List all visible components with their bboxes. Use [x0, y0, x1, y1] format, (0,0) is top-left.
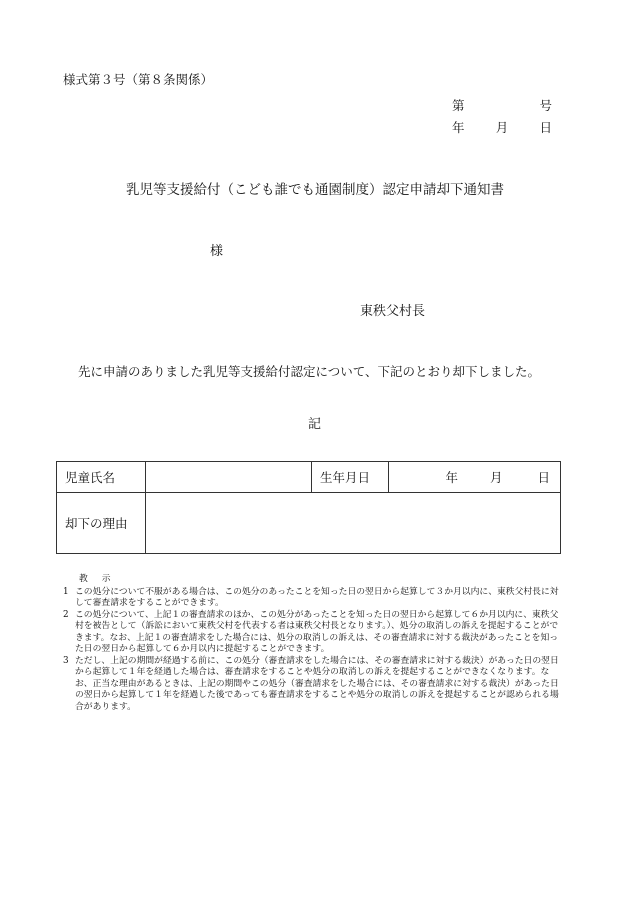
doc-number-go: 号: [539, 98, 552, 113]
table-row-reason: [57, 493, 561, 554]
doc-number-dai: 第: [452, 98, 465, 113]
notes-heading: 教示: [79, 574, 125, 584]
document-title: [0, 178, 630, 198]
note-text: ただし、上記の期間が経過する前に、この処分（審査請求をした場合には、その審査請求に対する裁決）があった日の翌日から起算して１年を経過した場合は、審査請求をすることや処分の取消しの訴えを提起することができなくなります。なお、正当な理由があるときは、上記の期間やこの処分（審査請求をした場合には、その審査請求に対する裁決）があった日の翌日から起算して１年を経過した後であっても審査請求をすることや処分の取消しの訴えを提起することが認められる場合があります。: [75, 655, 559, 712]
note-text: この処分について不服がある場合は、この処分のあったことを知った日の翌日から起算して３か月以内に、東秩父村長に対して審査請求をすることができます。: [75, 586, 559, 608]
table-row-child: [57, 462, 561, 493]
note-item: [63, 587, 563, 610]
note-number: 1: [63, 586, 69, 597]
issuer-name: 東秩父村長: [360, 304, 426, 319]
document-date-row: [452, 118, 552, 140]
child-name-label: 児童氏名: [57, 462, 146, 493]
addressee-suffix: 様: [210, 244, 224, 259]
instruction-notes: [63, 574, 563, 713]
dob-label: 生年月日: [312, 462, 389, 493]
document-number-date: [452, 96, 552, 140]
note-number: 3: [63, 655, 69, 666]
dob-field[interactable]: [389, 462, 561, 493]
dob-day: 日: [537, 470, 550, 485]
doc-date-day: 日: [539, 120, 552, 135]
ki-heading: 記: [308, 417, 322, 432]
dob-year: 年: [445, 470, 458, 485]
details-table: [56, 461, 561, 554]
note-text: この処分について、上記１の審査請求のほか、この処分があったことを知った日の翌日から起算して６か月以内に、東秩父村を被告として（訴訟において東秩父村を代表する者は東秩父村長となります。）、処分の取消しの訴えを提起することができます。なお、上記１の審査請求をした場合には、処分の取消しの訴えは、その審査請求に対する裁決があったことを知った日の翌日から起算して６か月以内に提起することができます。: [75, 609, 559, 654]
form-number: 様式第３号（第８条関係）: [63, 72, 214, 87]
document-number-row: [452, 96, 552, 118]
dob-month: 月: [489, 470, 503, 485]
body-text: 先に申請のありました乳児等支援給付認定について、下記のとおり却下しました。: [78, 364, 541, 379]
note-item: [63, 610, 563, 656]
reason-label: 却下の理由: [57, 493, 146, 554]
child-name-field[interactable]: [146, 462, 312, 493]
document-title-text: 乳児等支援給付（こども誰でも通園制度）認定申請却下通知書: [126, 182, 504, 198]
reason-field[interactable]: [146, 493, 561, 554]
note-number: 2: [63, 609, 69, 620]
doc-date-year: 年: [452, 120, 465, 135]
doc-date-month: 月: [495, 120, 509, 135]
note-item: [63, 656, 563, 714]
